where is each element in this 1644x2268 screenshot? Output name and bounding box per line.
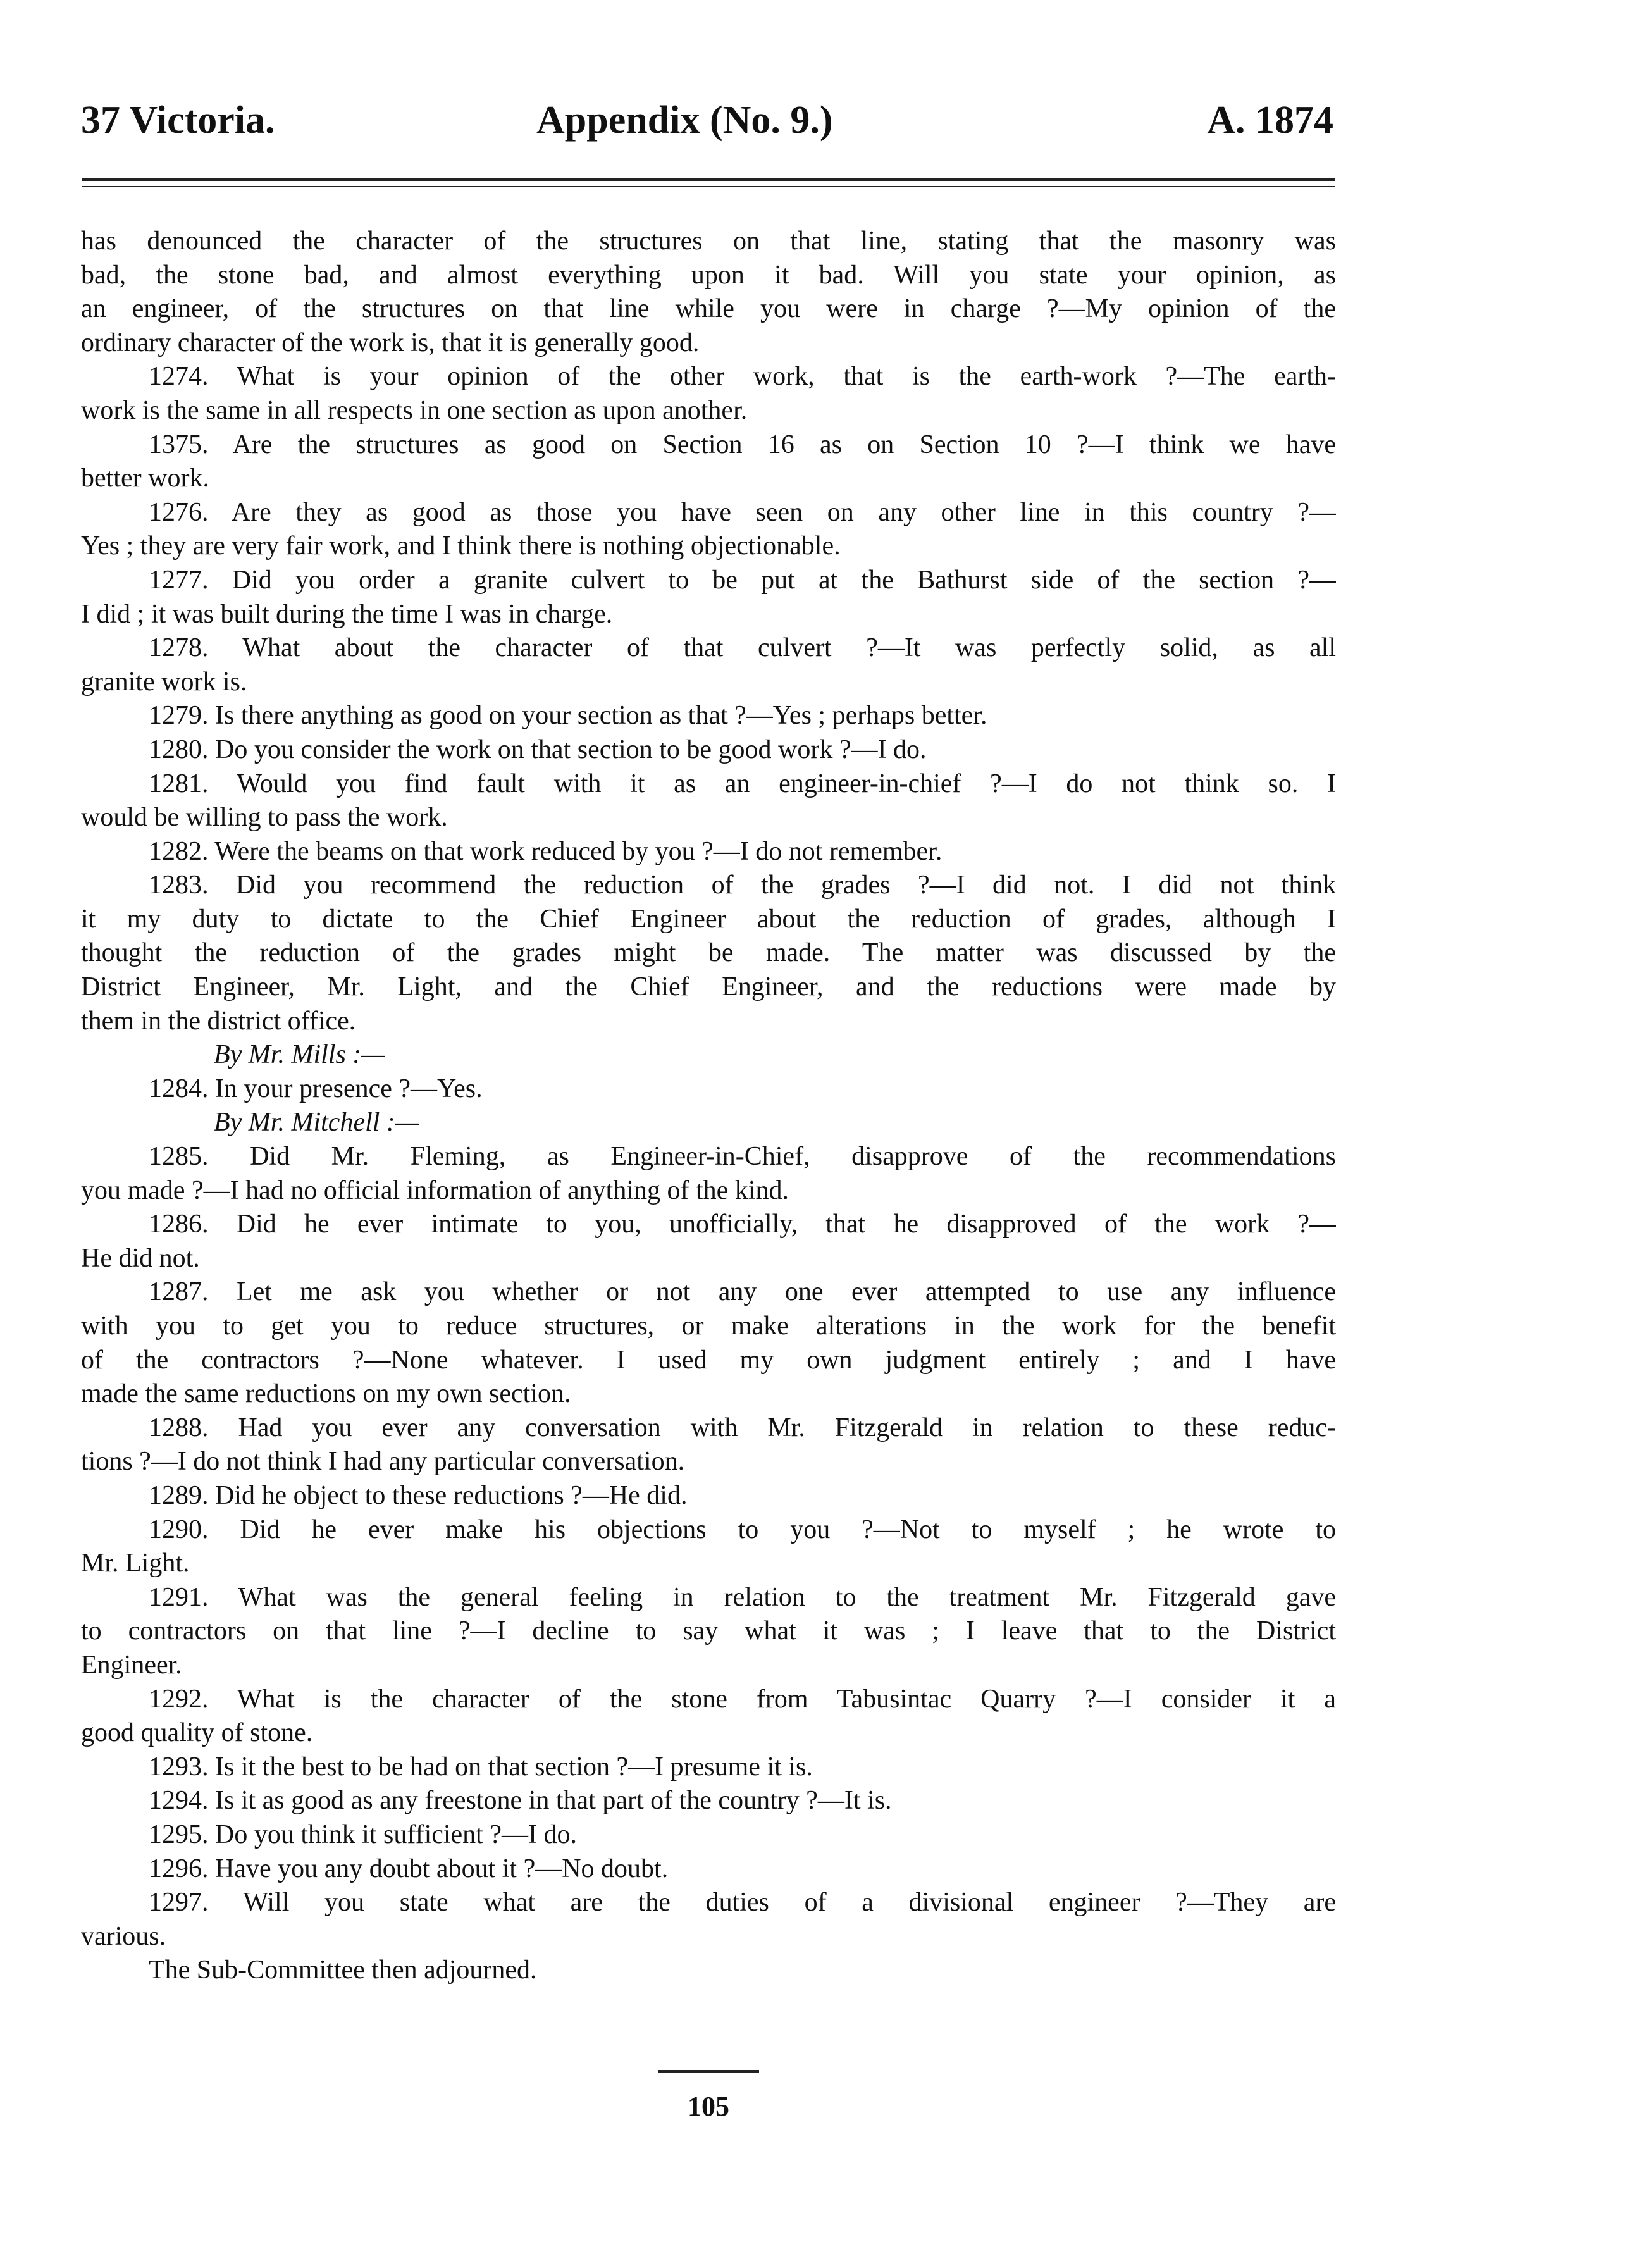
text-line: 1284. In your presence ?—Yes. [149, 1074, 483, 1103]
text-line: 1291. What was the general feeling in relation to the treatment Mr. Fitzgerald gave [149, 1582, 1336, 1612]
header-session: 37 Victoria. [81, 99, 275, 142]
text-line: I did ; it was built during the time I was in charge. [81, 599, 613, 629]
body-text [81, 225, 1336, 1988]
text-line: 1290. Did he ever make his objections to you ?—Not to myself ; he wrote to [149, 1515, 1336, 1544]
text-line: Mr. Light. [81, 1549, 190, 1578]
text-line: them in the district office. [81, 1006, 356, 1036]
text-line: 1283. Did you recommend the reduction of the grades ?—I did not. I did not think [149, 871, 1336, 900]
text-line: 1274. What is your opinion of the other work, that is the earth-work ?—The earth- [149, 362, 1336, 392]
speaker-heading: By Mr. Mills :— [214, 1040, 385, 1070]
header-rule [82, 178, 1335, 181]
text-line: good quality of stone. [81, 1718, 313, 1748]
header-year: A. 1874 [1207, 99, 1333, 142]
text-line: granite work is. [81, 667, 247, 697]
text-line: of the contractors ?—None whatever. I used my own judgment entirely ; and I have [81, 1345, 1336, 1375]
text-line: He did not. [81, 1243, 200, 1273]
text-line: 1292. What is the character of the stone from Tabusintac Quarry ?—I consider it a [149, 1684, 1336, 1714]
header-rule-thin [82, 186, 1335, 187]
text-line: 1296. Have you any doubt about it ?—No doubt. [149, 1854, 669, 1883]
text-line: 1279. Is there anything as good on your section as that ?—Yes ; perhaps better. [149, 701, 987, 731]
running-header [81, 89, 1333, 152]
text-line: 1289. Did he object to these reductions ?—He did. [149, 1480, 688, 1510]
text-line: 1277. Did you order a granite culvert to be put at the Bathurst side of the section ?— [149, 565, 1336, 595]
text-line: 1295. Do you think it sufficient ?—I do. [149, 1819, 577, 1849]
text-line: 1286. Did he ever intimate to you, unofficially, that he disapproved of the work ?— [149, 1210, 1336, 1239]
text-line: 1276. Are they as good as those you have seen on any other line in this country ?— [149, 497, 1336, 527]
text-line: 1294. Is it as good as any freestone in that part of the country ?—It is. [149, 1786, 892, 1816]
text-line: 1287. Let me ask you whether or not any one ever attempted to use any influence [149, 1277, 1336, 1307]
text-line: bad, the stone bad, and almost everything upon it bad. Will you state your opinion, as [81, 260, 1336, 290]
text-line: with you to get you to reduce structures, or make alterations in the work for the benefit [81, 1311, 1336, 1341]
text-line: 1293. Is it the best to be had on that section ?—I presume it is. [149, 1752, 813, 1782]
text-line: made the same reductions on my own section. [81, 1379, 571, 1409]
text-line: 1375. Are the structures as good on Section 16 as on Section 10 ?—I think we have [149, 430, 1336, 459]
text-line: 1288. Had you ever any conversation with Mr. Fitzgerald in relation to these reduc- [149, 1413, 1336, 1442]
text-line: work is the same in all respects in one section as upon another. [81, 395, 748, 425]
text-line: would be willing to pass the work. [81, 803, 448, 833]
text-line: The Sub-Committee then adjourned. [149, 1955, 537, 1985]
text-line: Engineer. [81, 1650, 182, 1680]
text-line: better work. [81, 464, 209, 493]
text-line: tions ?—I do not think I had any particular conversation. [81, 1447, 685, 1477]
text-line: District Engineer, Mr. Light, and the Chief Engineer, and the reductions were made by [81, 972, 1336, 1002]
text-line: various. [81, 1921, 166, 1951]
text-line: you made ?—I had no official information of anything of the kind. [81, 1175, 789, 1205]
text-line: thought the reduction of the grades might be made. The matter was discussed by the [81, 938, 1336, 968]
text-line: to contractors on that line ?—I decline to say what it was ; I leave that to the District [81, 1616, 1336, 1646]
text-line: 1278. What about the character of that culvert ?—It was perfectly solid, as all [149, 633, 1336, 663]
text-line: 1281. Would you find fault with it as an engineer-in-chief ?—I do not think so. I [149, 769, 1336, 798]
text-line: 1280. Do you consider the work on that section to be good work ?—I do. [149, 734, 927, 764]
text-line: Yes ; they are very fair work, and I think there is nothing objectionable. [81, 531, 841, 561]
text-line: ordinary character of the work is, that it is generally good. [81, 328, 700, 357]
text-line: an engineer, of the structures on that line while you were in charge ?—My opinion of the [81, 294, 1336, 324]
page-number: 105 [688, 2091, 729, 2122]
text-line: 1297. Will you state what are the duties of a divisional engineer ?—They are [149, 1888, 1336, 1918]
speaker-heading: By Mr. Mitchell :— [214, 1108, 419, 1137]
text-line: 1285. Did Mr. Fleming, as Engineer-in-Chief, disapprove of the recommendations [149, 1142, 1336, 1172]
footer-rule [658, 2070, 759, 2073]
text-line: 1282. Were the beams on that work reduced by you ?—I do not remember. [149, 836, 943, 866]
text-line: it my duty to dictate to the Chief Engineer about the reduction of grades, although I [81, 904, 1336, 934]
header-appendix: Appendix (No. 9.) [536, 99, 833, 142]
text-line: has denounced the character of the structures on that line, stating that the masonry was [81, 226, 1336, 256]
